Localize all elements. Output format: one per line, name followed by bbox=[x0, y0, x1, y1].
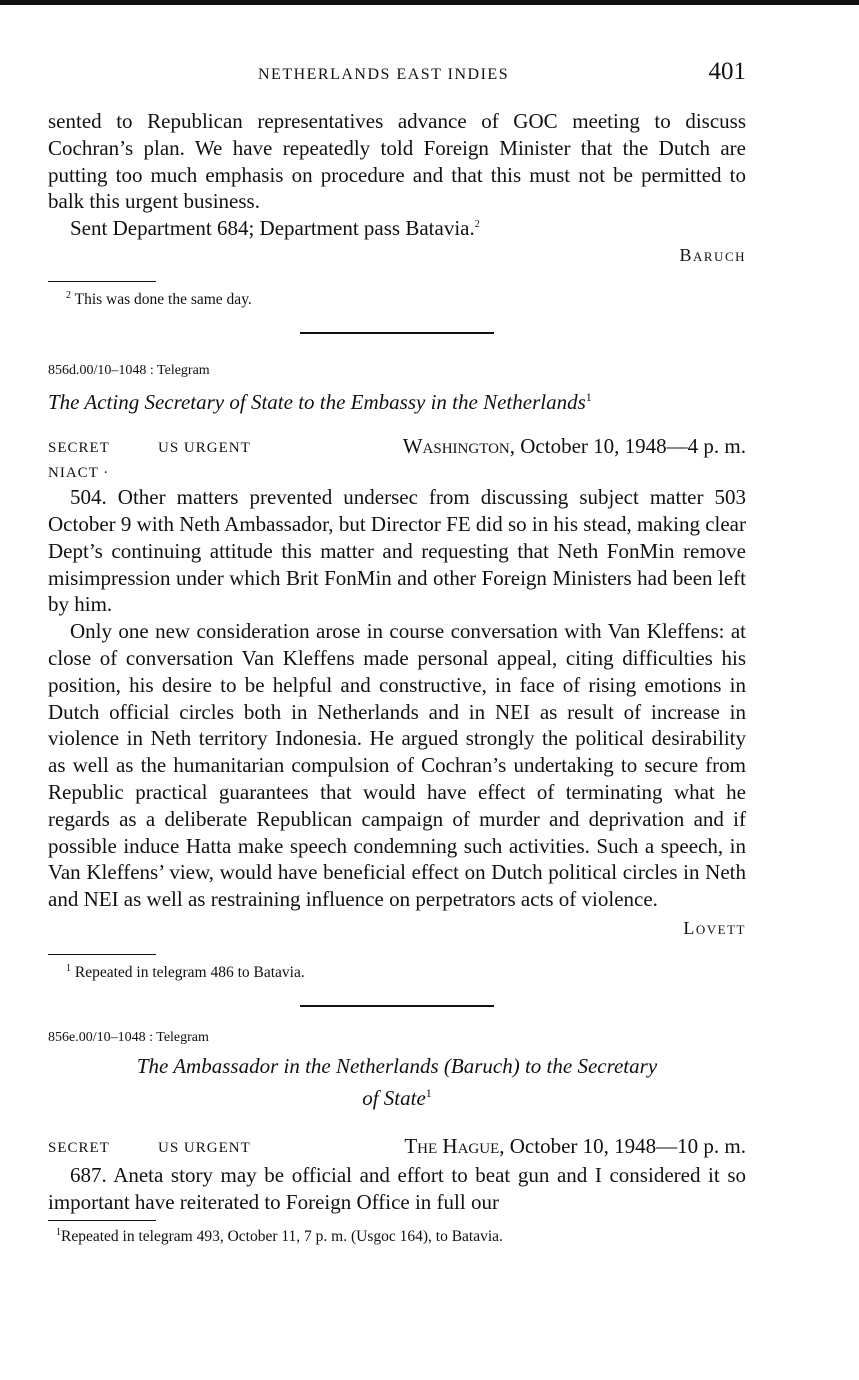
footnote-text: This was done the same day. bbox=[74, 291, 252, 309]
doc3-title-line2 bbox=[362, 1086, 432, 1110]
doc2-title-text: The Acting Secretary of State to the Embassy in the Netherlands bbox=[48, 390, 586, 415]
dateline-place: The Hague, bbox=[404, 1134, 505, 1159]
doc2-file-reference: 856d.00/10–1048 : Telegram bbox=[48, 363, 210, 379]
dateline bbox=[404, 1134, 746, 1159]
footnote-number: 2 bbox=[66, 290, 71, 302]
footnote-ref: 2 bbox=[474, 219, 480, 231]
doc1-paragraph: sented to Republican representatives advance of GOC meeting to discuss Cochran’s plan. We have repeatedly told Foreign Minister that the Dutch are putting too much emphasis on procedure and that this must not be permitted to balk this urgent business. bbox=[48, 109, 746, 214]
footnote-text: Repeated in telegram 486 to Batavia. bbox=[74, 964, 305, 982]
sent-line-text: Sent Department 684; Department pass Batavia. bbox=[70, 216, 475, 241]
footnote-ref: 1 bbox=[585, 390, 592, 405]
doc1-section bbox=[48, 108, 746, 310]
niact-label: NIACT · bbox=[48, 465, 110, 482]
doc2-paragraph-1: 504. Other matters prevented undersec from discussing subject matter 503 October 9 with Neth Ambassador, but Director FE did so in his stead, making clear Dept’s continuing attitude this matter and requesting that Neth FonMin remove misimpression under which Brit FonMin and other Foreign Ministers had been left by him. bbox=[48, 485, 746, 617]
dateline-place: Washington, bbox=[402, 434, 516, 459]
footnote-number: 1 bbox=[56, 1227, 61, 1239]
book-page bbox=[48, 0, 746, 1247]
doc2-classification-line bbox=[48, 434, 746, 462]
doc2-section bbox=[48, 362, 746, 983]
doc1-sent-line bbox=[48, 215, 746, 242]
classification: SECRET bbox=[48, 1140, 110, 1157]
title-part: ) to the Secretary bbox=[512, 1054, 658, 1079]
footnote-rule bbox=[48, 1220, 156, 1222]
doc2-title bbox=[48, 384, 746, 416]
footnote-ref: 1 bbox=[425, 1086, 432, 1101]
footnote-rule bbox=[48, 281, 156, 283]
page-header bbox=[48, 0, 746, 108]
footnote-text: Repeated in telegram 493, October 11, 7 p. m. (Usgoc 164), to Batavia. bbox=[61, 1228, 503, 1246]
classification: SECRET bbox=[48, 440, 110, 457]
page-number: 401 bbox=[708, 58, 746, 85]
doc3-section bbox=[48, 1029, 746, 1247]
doc3-file-reference: 856e.00/10–1048 : Telegram bbox=[48, 1030, 209, 1046]
doc2-signature: Lovett bbox=[683, 918, 746, 939]
dateline bbox=[403, 434, 746, 459]
title-part: The Ambassador in the Netherlands ( bbox=[136, 1054, 451, 1079]
title-part: of State bbox=[362, 1086, 426, 1111]
doc3-title-line1 bbox=[137, 1054, 657, 1078]
doc2-paragraph-2: Only one new consideration arose in course conversation with Van Kleffens: at close of conversation Van Kleffens made personal appeal, citing difficulties his position, his desire to be helpful and constructive, in face of rising emotions in Dutch official circles both in Netherlands and in NEI as result of increase in violence in Neth territory Indonesia. He argued strongly the political desirability as well as the humanitarian compulsion of Cochran’s undertaking to secure from Republic practical guarantees that would have effect of terminating what he regards as a deliberate Republican campaign of murder and deprivation and if possible induce Hatta make speech condemning such activities. Such a speech, in Van Kleffens’ view, would have beneficial effect on Dutch political circles in Neth and NEI as well as restraining influence on perpetrators acts of violence. bbox=[48, 619, 746, 912]
footnote-number: 1 bbox=[66, 963, 71, 975]
doc3-title bbox=[48, 1053, 746, 1112]
doc3-classification-line bbox=[48, 1134, 746, 1162]
doc2-footnote bbox=[66, 963, 746, 983]
running-head: NETHERLANDS EAST INDIES bbox=[258, 66, 510, 83]
doc3-footnote bbox=[56, 1227, 746, 1247]
priority: US URGENT bbox=[158, 440, 251, 457]
title-name: Baruch bbox=[450, 1054, 513, 1079]
doc1-footnote bbox=[66, 290, 746, 310]
priority: US URGENT bbox=[158, 1140, 251, 1157]
dateline-date: October 10, 1948—4 p. m. bbox=[515, 434, 746, 459]
doc3-paragraph-1: 687. Aneta story may be official and effort to beat gun and I considered it so important have reiterated to Foreign Office in full our bbox=[48, 1163, 746, 1215]
doc1-signature: Baruch bbox=[679, 244, 746, 265]
footnote-rule bbox=[48, 954, 156, 956]
dateline-date: October 10, 1948—10 p. m. bbox=[504, 1134, 746, 1159]
